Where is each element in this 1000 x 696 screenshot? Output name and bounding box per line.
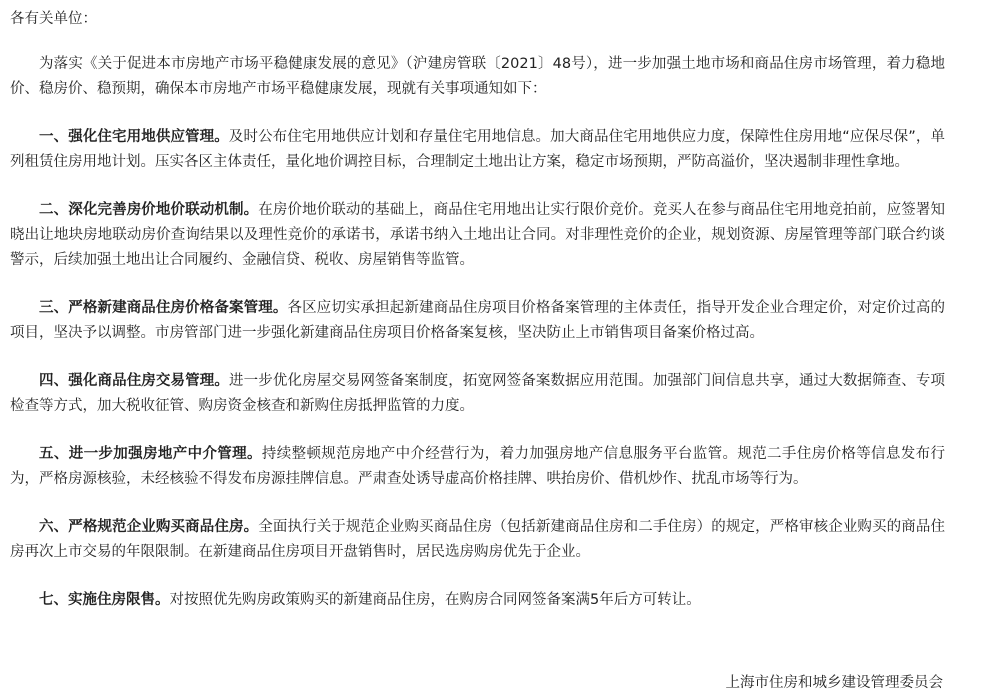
- item-4-body: 进一步优化房屋交易网签备案制度，拓宽网签备案数据应用范围。加强部门间信息共享，通过大数据筛查、专项检查等方式，加大税收征管、购房资金核查和新购住房抵押监管的力度。: [10, 373, 946, 414]
- item-6-body: 全面执行关于规范企业购买商品住房（包括新建商品住房和二手住房）的规定，严格审核企业购买的商品住房再次上市交易的年限限制。在新建商品住房项目开盘销售时，居民选房购房优先于企业。: [10, 519, 946, 560]
- item-6-title: 六、严格规范企业购买商品住房。: [39, 519, 259, 535]
- item-3: [10, 296, 945, 346]
- salutation: 各有关单位：: [10, 11, 97, 27]
- item-4-title: 四、强化商品住房交易管理。: [39, 373, 229, 389]
- document-body: [10, 0, 945, 613]
- item-2-title: 二、深化完善房价地价联动机制。: [39, 202, 259, 218]
- signature: 上海市住房和城乡建设管理委员会: [725, 675, 943, 691]
- item-5-body: 持续整顿规范房地产中介经营行为，着力加强房地产信息服务平台监管。规范二手住房价格等信息发布行为，严格房源核验，未经核验不得发布房源挂牌信息。严肃查处诱导虚高价格挂牌、哄抬房价、借机炒作、扰乱市场等行为。: [10, 446, 945, 487]
- item-1: [10, 125, 945, 175]
- item-7-title: 七、实施住房限售。: [39, 592, 170, 608]
- intro-paragraph: 为落实《关于促进本市房地产市场平稳健康发展的意见》（沪建房管联〔2021〕48号），进一步加强土地市场和商品住房市场管理，着力稳地价、稳房价、稳预期，确保本市房地产市场平稳健康发展，现就有关事项通知如下：: [10, 56, 945, 97]
- item-2-body: 在房价地价联动的基础上，商品住宅用地出让实行限价竞价。竞买人在参与商品住宅用地竞拍前，应签署知晓出让地块房地联动房价查询结果以及理性竞价的承诺书，承诺书纳入土地出让合同。对非理性竞价的企业，规划资源、房屋管理等部门联合约谈警示，后续加强土地出让合同履约、金融信贷、税收、房屋销售等监管。: [10, 202, 946, 268]
- item-7: [10, 588, 945, 613]
- item-1-title: 一、强化住宅用地供应管理。: [39, 129, 229, 145]
- item-3-body: 各区应切实承担起新建商品住房项目价格备案管理的主体责任，指导开发企业合理定价，对定价过高的项目，坚决予以调整。市房管部门进一步强化新建商品住房项目价格备案复核，坚决防止上市销售项目备案价格过高。: [10, 300, 945, 341]
- item-5: [10, 442, 945, 492]
- item-6: [10, 515, 945, 565]
- item-4: [10, 369, 945, 419]
- item-3-title: 三、严格新建商品住房价格备案管理。: [39, 300, 288, 316]
- item-5-title: 五、进一步加强房地产中介管理。: [39, 446, 262, 462]
- item-2: [10, 198, 945, 273]
- item-1-body: 及时公布住宅用地供应计划和存量住宅用地信息。加大商品住宅用地供应力度，保障性住房用地“应保尽保”，单列租赁住房用地计划。压实各区主体责任，量化地价调控目标，合理制定土地出让方案，稳定市场预期，严防高溢价，坚决遏制非理性拿地。: [10, 129, 945, 170]
- item-7-body: 对按照优先购房政策购买的新建商品住房，在购房合同网签备案满5年后方可转让。: [169, 592, 701, 608]
